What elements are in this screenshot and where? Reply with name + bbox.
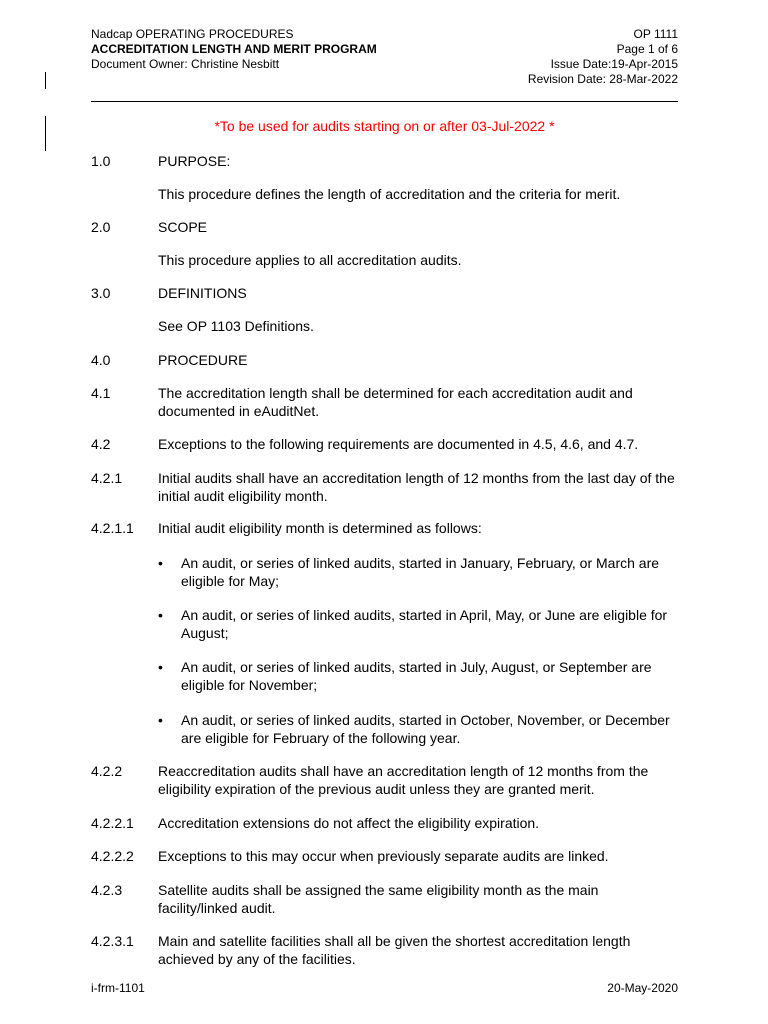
clause-text: Initial audit eligibility month is determined as follows: (158, 520, 482, 536)
clause-text: Initial audits shall have an accreditation length of 12 months from the last day of the initial audit eligibility month. (158, 470, 675, 504)
clause-number: 4.1 (91, 385, 111, 401)
clause-number: 4.2.1.1 (91, 520, 134, 536)
section-number: 2.0 (91, 219, 111, 235)
clause-number: 4.2.2.1 (91, 815, 134, 831)
effective-notice: *To be used for audits starting on or after 03-Jul-2022 * (214, 118, 555, 134)
section-title: PROCEDURE (158, 352, 248, 368)
document-title: ACCREDITATION LENGTH AND MERIT PROGRAM (91, 42, 377, 56)
section-number: 3.0 (91, 285, 111, 301)
clause-number: 4.2.2 (91, 763, 123, 779)
footer-form-id: i-frm-1101 (91, 981, 145, 995)
bullet-icon: • (158, 607, 163, 623)
document-owner: Document Owner: Christine Nesbitt (91, 57, 280, 71)
change-bar (45, 72, 46, 89)
section-title: PURPOSE: (158, 153, 231, 169)
clause-text: Exceptions to the following requirements are documented in 4.5, 4.6, and 4.7. (158, 436, 639, 452)
issue-date: Issue Date:19-Apr-2015 (550, 57, 678, 71)
section-1-body: This procedure defines the length of accreditation and the criteria for merit. (158, 186, 621, 202)
header-right (528, 27, 678, 87)
bullet-icon: • (158, 659, 163, 675)
clause-number: 4.2.3 (91, 882, 123, 898)
bullet-icon: • (158, 555, 163, 571)
section-title: SCOPE (158, 219, 208, 235)
section-3-body: See OP 1103 Definitions. (158, 318, 314, 334)
revision-date: Revision Date: 28-Mar-2022 (527, 72, 678, 86)
section-2-body: This procedure applies to all accreditation audits. (158, 252, 462, 268)
clause-text: Satellite audits shall be assigned the same eligibility month as the main facility/linked audit. (158, 882, 599, 916)
org-line: Nadcap OPERATING PROCEDURES (91, 27, 294, 41)
section-title: DEFINITIONS (158, 285, 247, 301)
clause-text: Exceptions to this may occur when previously separate audits are linked. (158, 848, 609, 864)
footer-date: 20-May-2020 (607, 981, 678, 995)
clause-text: Main and satellite facilities shall all be given the shortest accreditation length achieved by any of the facilities. (158, 933, 631, 967)
clause-number: 4.2 (91, 436, 111, 452)
change-bar (45, 116, 46, 151)
list-item-text: An audit, or series of linked audits, started in July, August, or September are eligible for November; (181, 659, 652, 693)
list-item-text: An audit, or series of linked audits, started in October, November, or December are eligible for February of the following year. (181, 712, 670, 746)
section-number: 4.0 (91, 352, 111, 368)
list-item-text: An audit, or series of linked audits, started in January, February, or March are eligible for May; (181, 555, 660, 589)
list-item-text: An audit, or series of linked audits, started in April, May, or June are eligible for August; (181, 607, 668, 641)
header-divider (91, 101, 678, 102)
doc-number: OP 1111 (633, 27, 678, 41)
section-number: 1.0 (91, 153, 111, 169)
clause-text: The accreditation length shall be determined for each accreditation audit and documented in eAuditNet. (158, 385, 633, 419)
page-indicator: Page 1 of 6 (616, 42, 678, 56)
clause-text: Accreditation extensions do not affect the eligibility expiration. (158, 815, 540, 831)
bullet-icon: • (158, 712, 163, 728)
clause-text: Reaccreditation audits shall have an accreditation length of 12 months from the eligibility expiration of the previous audit unless they are granted merit. (158, 763, 649, 797)
clause-number: 4.2.3.1 (91, 933, 134, 949)
header-left (91, 27, 377, 72)
clause-number: 4.2.2.2 (91, 848, 134, 864)
clause-number: 4.2.1 (91, 470, 123, 486)
